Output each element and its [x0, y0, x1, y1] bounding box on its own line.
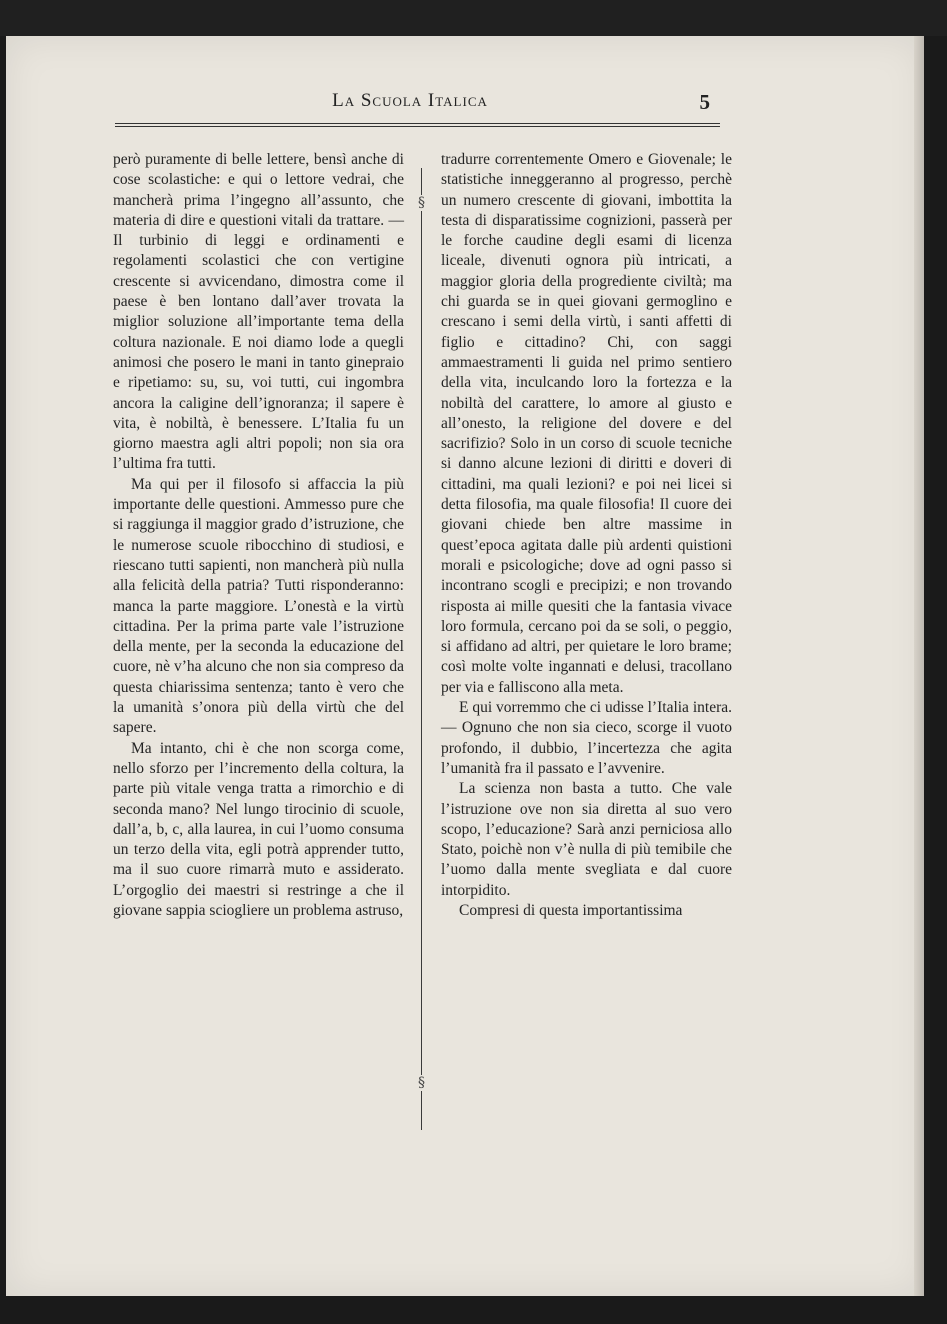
paragraph: Compresi di questa importantissima — [459, 901, 683, 919]
paragraph: Ma intanto, chi è che non scorga come, nello sforzo per l’incremento della coltura, la parte più vitale venga tratta a rimorchio e di seconda mano? Nel lungo tirocinio di scuole, dall’a, b, c, alla laurea, in cui l’uomo consuma un terzo della vita, egli potrà apprender tutto, ma il suo cuore rimarrà muto e assiderato. L’orgoglio dei maestri si restringe a che il giovane sappia sciogliere un problema astruso, — [113, 739, 404, 919]
paragraph: tradurre correntemente Omero e Giovenale; le statistiche inneggeranno al progresso, perchè un numero crescente di giovani, imbottita la testa di disparatissime cognizioni, passerà per le forche caudine degli esami di licenza liceale, divenuti ognora più intricati, a maggior gloria della progrediente civiltà; ma chi guarda se in quei giovani germoglino e crescano i semi della virtù, i santi affetti di figlio e cittadino? Chi, con saggi ammaestramenti li guida nel primo sentiero della vita, inculcando loro la fortezza e la nobiltà del carattere, lo amore al giusto e all’onesto, la religione del dovere e del sacrifizio? Solo in un corso di scuole tecniche si danno alcune lezioni di diritti e doveri di cittadini, ma quali lezioni? e poi nei licei si detta filosofia, ma quale filosofia! Il cuore dei giovani chiede ben altre massime in quest’epoca agitata dalle più ardenti quistioni morali e psicologiche; dove ad ogni passo si incontrano scogli e precipizi; e non trovando risposta ai mille quesiti che la fantasia vivace loro formula, cercano poi da se soli, o peggio, si affidano ad altri, per quietare le loro brame; così molte volte ingannati e delusi, tracollano per via e falliscono alla meta. — [441, 151, 732, 696]
page-edge — [914, 36, 924, 1296]
running-title: La Scuola Italica — [332, 90, 488, 111]
column-divider-rule — [421, 168, 422, 1130]
header-rule — [115, 123, 720, 127]
scan-dark-border — [0, 0, 947, 36]
page-number: 5 — [699, 90, 710, 114]
paragraph: E qui vorremmo che ci udisse l’Italia intera. — Ognuno che non sia cieco, scorge il vuoto profondo, il dubbio, l’incertezza che agita l’umanità fra il passato e l’avvenire. — [441, 699, 732, 777]
column-ornament-bottom-icon: § — [418, 1075, 425, 1091]
paragraph: però puramente di belle lettere, bensì anche di cose scolastiche: e qui o lettore vedrai, che mancherà prima l’ingegno all’assunto, che materia di dire e questioni vitali da trattare. — Il turbinio di leggi e ordinamenti e regolamenti scolastici che con vertigine crescente si avvicendano, dimostra come il paese è ben lontano dall’aver trovata la miglior soluzione all’importante tema della coltura nazionale. E noi diamo lode a quegli animosi che posero le mani in tanto ginepraio e ripetiamo: su, su, voi tutti, cui ingombra ancora la caligine dell’ignoranza; il sapere è vita, è nobiltà, è benessere. L’Italia fu un giorno maestra agli altri popoli; non sia ora l’ultima fra tutti. — [113, 151, 404, 473]
left-text-column — [113, 150, 404, 921]
column-ornament-top-icon: § — [418, 195, 425, 211]
right-text-column — [441, 150, 732, 921]
page-header — [110, 90, 710, 120]
paragraph: Ma qui per il filosofo si affaccia la più importante delle questioni. Ammesso pure che si raggiunga il maggior grado d’istruzione, che le numerose scuole ribocchino di studiosi, e riescano tutti sapienti, non mancherà più nulla alla felicità della patria? Tutti risponderanno: manca la parte maggiore. L’onestà e la virtù cittadina. Per la prima parte vale l’istruzione della mente, per la seconda la educazione del cuore, nè v’ha alcuno che non sia compreso da questa chiarissima sentenza; tanto è vero che la umanità s’onora più della virtù che del sapere. — [113, 475, 404, 737]
paragraph: La scienza non basta a tutto. Che vale l’istruzione ove non sia diretta al suo vero scopo, l’educazione? Sarà anzi perniciosa allo Stato, poichè non v’è nulla di più temibile che l’uomo dalla mente svegliata e dal cuore intorpidito. — [441, 780, 732, 899]
